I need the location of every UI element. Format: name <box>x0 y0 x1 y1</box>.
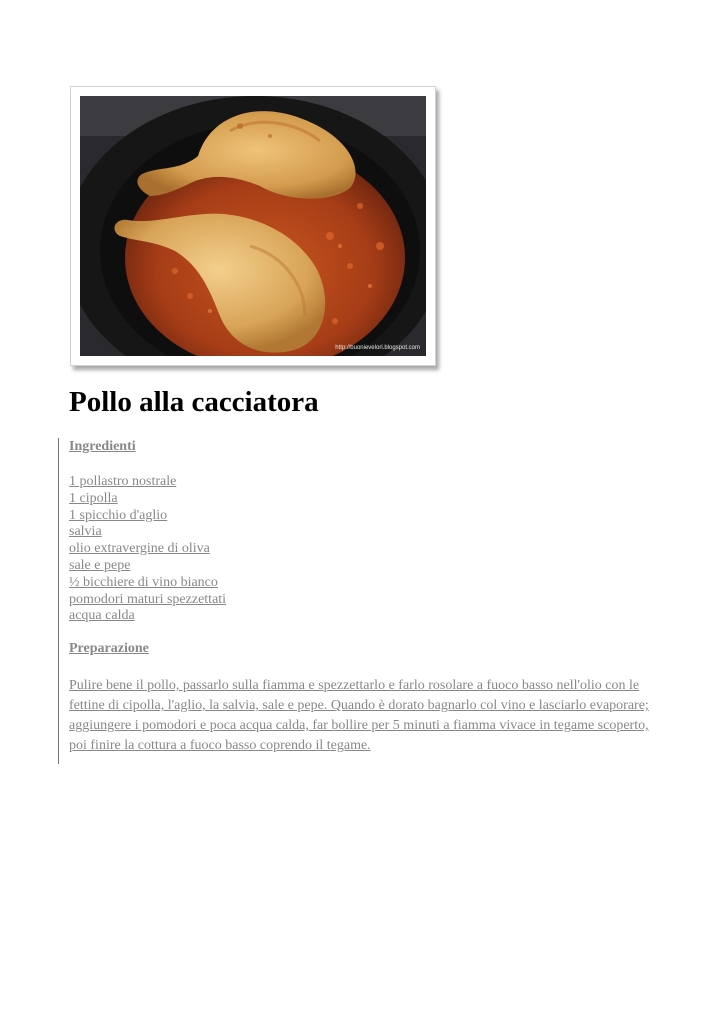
ingredient-item[interactable]: acqua calda <box>69 608 135 624</box>
content-left-rule <box>58 438 59 764</box>
ingredient-item[interactable]: salvia <box>69 524 102 540</box>
recipe-photo-frame <box>70 86 436 366</box>
ingredient-item[interactable]: sale e pepe <box>69 557 131 573</box>
photo-watermark: http://buonievelori.blogspot.com <box>335 345 420 351</box>
preparation-heading[interactable]: Preparazione <box>69 641 149 657</box>
ingredient-item[interactable]: olio extravergine di oliva <box>69 541 210 557</box>
recipe-title: Pollo alla cacciatora <box>69 386 319 418</box>
preparation-text[interactable]: Pulire bene il pollo, passarlo sulla fiamma e spezzettarlo e farlo rosolare a fuoco basso nell'olio con le fettine di cipolla, l'aglio, la salvia, sale e pepe. Quando è dorato bagnarlo col vino e lasciarlo evaporare; aggiungere i pomodori e poca acqua calda, far bollire per 5 minuti a fiamma vivace in tegame scoperto, poi finire la cottura a fuoco basso coprendo il tegame. <box>69 678 649 754</box>
ingredient-item[interactable]: 1 spicchio d'aglio <box>69 507 168 523</box>
recipe-photo <box>80 96 426 356</box>
ingredients-heading[interactable]: Ingredienti <box>69 439 136 454</box>
ingredient-item[interactable]: ½ bicchiere di vino bianco <box>69 574 218 590</box>
ingredients-list <box>69 474 659 625</box>
recipe-content <box>69 438 659 756</box>
ingredient-item[interactable]: pomodori maturi spezzettati <box>69 591 227 607</box>
ingredient-item[interactable]: 1 pollastro nostrale <box>69 474 177 489</box>
ingredient-item[interactable]: 1 cipolla <box>69 490 118 506</box>
